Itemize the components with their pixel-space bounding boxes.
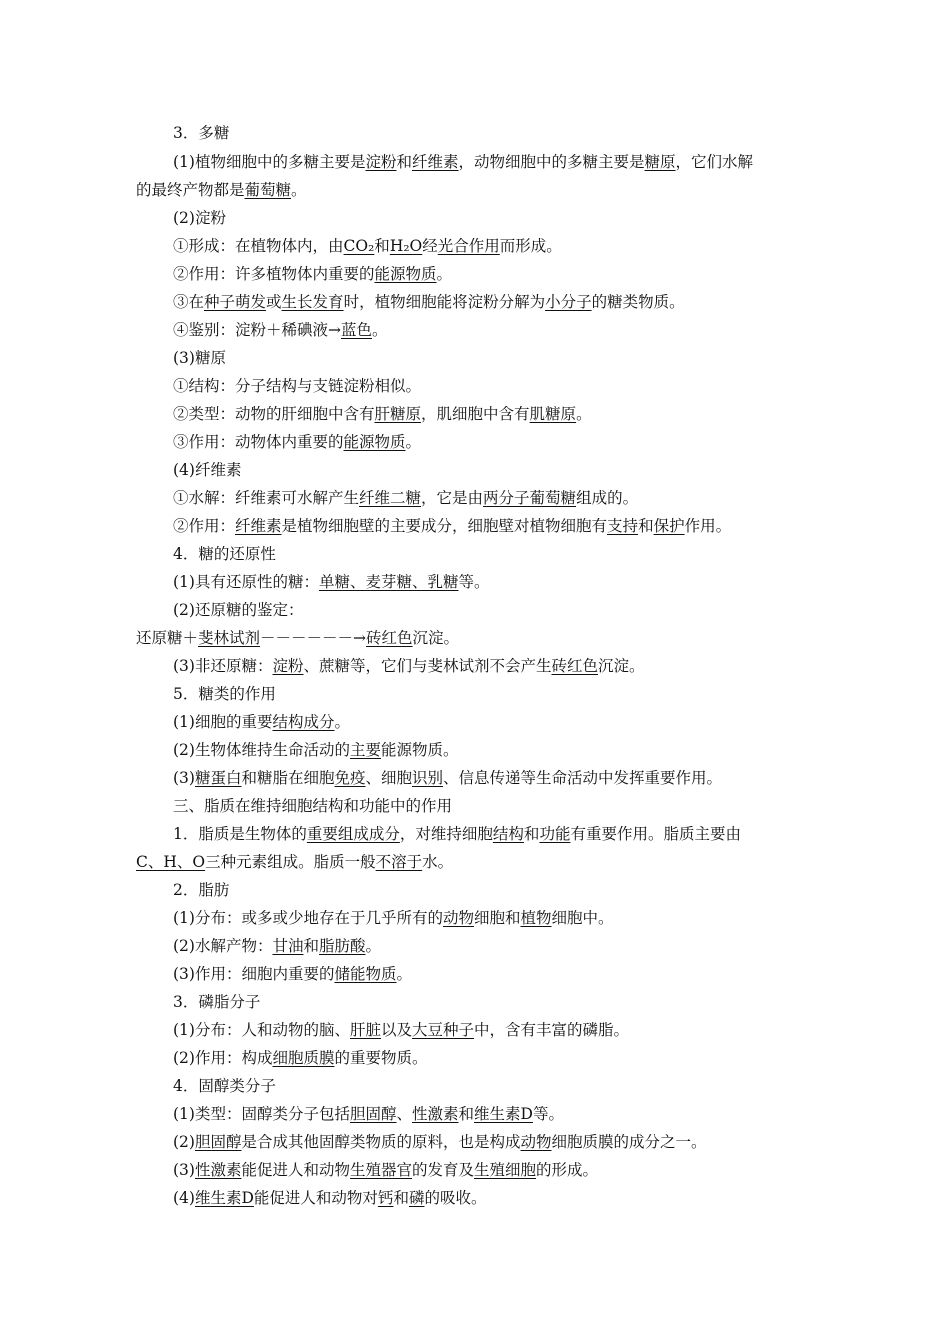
text-run: 时，植物细胞能将淀粉分解为	[343, 293, 546, 311]
text-run: 沉淀。	[412, 629, 460, 647]
underlined-term: 能源物质	[374, 265, 437, 283]
underlined-term: 识别	[412, 769, 444, 787]
text-run: 等。	[532, 1105, 564, 1123]
underlined-term: 生长发育	[281, 293, 344, 311]
underlined-term: 纤维素	[235, 517, 282, 535]
underlined-term: 磷	[408, 1189, 425, 1207]
text-run: 4．固醇类分子	[173, 1077, 276, 1095]
text-run: 组成的。	[576, 489, 639, 507]
text-run: 。	[365, 937, 382, 955]
text-line	[173, 236, 562, 256]
underlined-term: 种子萌发	[204, 293, 267, 311]
text-run: ，对维持细胞	[399, 825, 493, 843]
text-run: 。	[372, 321, 388, 339]
text-run: 5．糖类的作用	[173, 685, 276, 703]
text-line	[173, 348, 226, 368]
underlined-term: 肝糖原	[374, 405, 422, 423]
text-line	[173, 208, 226, 228]
text-run: ，动物细胞中的多糖主要是	[458, 153, 645, 171]
text-run: (1)细胞的重要	[173, 713, 273, 731]
underlined-term: 维生素D	[474, 1105, 533, 1123]
text-run: (3)非还原糖：	[173, 657, 273, 675]
text-run: 水。	[422, 853, 454, 871]
text-line	[173, 1048, 428, 1068]
text-run: 能源物质。	[380, 741, 459, 759]
underlined-term: CO₂	[343, 237, 375, 255]
text-line	[173, 123, 229, 143]
text-run: 经	[422, 237, 438, 255]
text-run: (2)还原糖的鉴定：	[173, 601, 304, 619]
underlined-term: 纤维素	[412, 153, 459, 171]
text-line	[173, 460, 241, 480]
text-run: 和	[393, 1189, 409, 1207]
underlined-term: 生殖器官	[350, 1161, 413, 1179]
text-run: 细胞和	[473, 909, 521, 927]
text-run: ，它是由	[421, 489, 484, 507]
underlined-term: 功能	[539, 825, 571, 843]
text-line	[136, 180, 307, 200]
underlined-term: 两分子葡萄糖	[483, 489, 577, 507]
text-run: ②作用：许多植物体内重要的	[173, 265, 375, 283]
text-run: 的最终产物都是	[136, 181, 245, 199]
text-run: (2)水解产物：	[173, 937, 273, 955]
text-run: (2)	[173, 1133, 195, 1151]
text-run: (1)类型：固醇类分子包括	[173, 1105, 350, 1123]
underlined-term: 砖红色	[366, 629, 413, 647]
text-run: 。	[576, 405, 592, 423]
text-run: 。	[405, 433, 422, 451]
text-run: 和糖脂在细胞	[241, 769, 335, 787]
underlined-term: 支持	[607, 517, 639, 535]
text-line	[173, 1104, 564, 1124]
text-line	[173, 656, 645, 676]
text-run: (3)糖原	[173, 349, 226, 367]
text-line	[173, 1076, 276, 1096]
text-line	[173, 824, 741, 844]
underlined-term: 性激素	[412, 1105, 459, 1123]
text-run: 三、脂质在维持细胞结构和功能中的作用	[173, 797, 453, 815]
text-run: 和	[374, 237, 390, 255]
text-run: ②作用：	[173, 517, 236, 535]
text-line	[173, 796, 452, 816]
text-run: (1)分布：或多或少地存在于几乎所有的	[173, 909, 443, 927]
text-line	[173, 516, 731, 536]
text-line	[173, 1160, 598, 1180]
text-line	[173, 1188, 486, 1208]
text-run: (1)分布：人和动物的脑、	[173, 1021, 350, 1039]
underlined-term: 储能物质	[334, 965, 397, 983]
text-run: 3．磷脂分子	[173, 993, 261, 1011]
underlined-term: 植物	[520, 909, 552, 927]
text-line	[173, 432, 421, 452]
underlined-term: 重要组成成分	[306, 825, 400, 843]
text-run: 1．脂质是生物体的	[173, 825, 307, 843]
underlined-term: 肝脏	[349, 1021, 381, 1039]
text-run: 能促进人和动物对	[253, 1189, 378, 1207]
text-run: 的吸收。	[424, 1189, 487, 1207]
text-line	[173, 152, 753, 172]
text-run: ③在	[173, 293, 205, 311]
text-run: 作用。	[684, 517, 732, 535]
text-run: ，它们水解	[675, 153, 754, 171]
underlined-term: 斐林试剂	[198, 629, 261, 647]
text-run: 以及	[380, 1021, 412, 1039]
text-line	[173, 964, 412, 984]
text-run: 而形成。	[499, 237, 562, 255]
text-run: (4)纤维素	[173, 461, 242, 479]
text-run: 的形成。	[536, 1161, 599, 1179]
text-run: ②类型：动物的肝细胞中含有	[173, 405, 375, 423]
text-run: 和	[638, 517, 654, 535]
text-run: 。	[396, 965, 412, 983]
text-line	[173, 768, 722, 788]
text-run: 是合成其他固醇类物质的原料，也是构成	[241, 1133, 521, 1151]
text-line	[173, 992, 260, 1012]
text-run: ④鉴别：淀粉＋稀碘液→	[173, 321, 341, 339]
text-run: 能促进人和动物	[241, 1161, 350, 1179]
underlined-term: 胆固醇	[194, 1133, 242, 1151]
text-run: 4．糖的还原性	[173, 545, 276, 563]
text-run: 和	[303, 937, 319, 955]
text-run: －－－－－－→	[260, 629, 367, 647]
text-run: 2．脂肪	[173, 881, 230, 899]
text-run: 或	[266, 293, 282, 311]
text-run: 的糖类物质。	[591, 293, 685, 311]
text-run: 细胞中。	[551, 909, 614, 927]
underlined-term: 性激素	[194, 1161, 242, 1179]
text-run: 和	[396, 153, 412, 171]
text-run: ①形成：在植物体内，由	[173, 237, 344, 255]
underlined-term: 保护	[653, 517, 685, 535]
underlined-term: H₂O	[389, 237, 423, 255]
underlined-term: 结构成分	[272, 713, 335, 731]
text-run: 。	[291, 181, 307, 199]
text-run: (4)	[173, 1189, 195, 1207]
underlined-term: 淀粉	[272, 657, 304, 675]
underlined-term: C、H、O	[136, 853, 206, 871]
underlined-term: 钙	[377, 1189, 394, 1207]
underlined-term: 动物	[520, 1133, 552, 1151]
text-run: 和	[458, 1105, 475, 1123]
text-line	[173, 712, 350, 732]
text-run: (2)淀粉	[173, 209, 226, 227]
text-run: 有重要作用。脂质主要由	[570, 825, 741, 843]
text-run: ，肌细胞中含有	[421, 405, 530, 423]
text-run: 和	[523, 825, 540, 843]
underlined-term: 纤维二糖	[359, 489, 422, 507]
text-run: 、蔗糖等，它们与斐林试剂不会产生	[303, 657, 552, 675]
text-run: (1)植物细胞中的多糖主要是	[173, 153, 366, 171]
underlined-term: 结构	[492, 825, 524, 843]
text-run: 沉淀。	[598, 657, 645, 675]
text-run: ③作用：动物体内重要的	[173, 433, 344, 451]
text-line	[173, 544, 276, 564]
text-run: 等。	[458, 573, 490, 591]
text-run: 三种元素组成。脂质一般	[205, 853, 376, 871]
text-line	[173, 376, 421, 396]
text-run: 。	[436, 265, 453, 283]
text-line	[173, 936, 381, 956]
text-run: 、细胞	[365, 769, 413, 787]
text-line	[173, 488, 638, 508]
text-run: 的重要物质。	[334, 1049, 428, 1067]
text-line	[173, 292, 685, 312]
underlined-term: 主要	[349, 741, 381, 759]
text-line	[173, 908, 614, 928]
underlined-term: 细胞质膜	[272, 1049, 335, 1067]
text-line	[173, 404, 592, 424]
text-run: 中，含有丰富的磷脂。	[474, 1021, 630, 1039]
text-run: 3．多糖	[173, 124, 230, 142]
underlined-term: 葡萄糖	[244, 181, 292, 199]
underlined-term: 肌糖原	[529, 405, 577, 423]
underlined-term: 胆固醇	[349, 1105, 397, 1123]
underlined-term: 脂肪酸	[319, 937, 366, 955]
text-run: (3)	[173, 1161, 195, 1179]
text-line	[173, 740, 459, 760]
text-run: 细胞质膜的成分之一。	[551, 1133, 707, 1151]
text-line	[136, 852, 453, 872]
text-line	[173, 600, 303, 620]
underlined-term: 砖红色	[551, 657, 599, 675]
underlined-term: 淀粉	[365, 153, 397, 171]
underlined-term: 维生素D	[194, 1189, 254, 1207]
underlined-term: 大豆种子	[412, 1021, 475, 1039]
underlined-term: 甘油	[272, 937, 304, 955]
text-run: ①结构：分子结构与支链淀粉相似。	[173, 377, 422, 395]
underlined-term: 小分子	[545, 293, 592, 311]
text-run: (1)具有还原性的糖：	[173, 573, 319, 591]
text-run: 的发育及	[412, 1161, 475, 1179]
text-line	[136, 628, 459, 648]
text-run: (2)作用：构成	[173, 1049, 273, 1067]
text-line	[173, 264, 452, 284]
text-run: (3)作用：细胞内重要的	[173, 965, 335, 983]
text-run: (3)	[173, 769, 195, 787]
underlined-term: 单糖、麦芽糖、乳糖	[318, 573, 459, 591]
text-line	[173, 1132, 707, 1152]
underlined-term: 生殖细胞	[474, 1161, 537, 1179]
text-run: 。	[334, 713, 350, 731]
text-run: 还原糖＋	[136, 629, 199, 647]
text-line	[173, 880, 229, 900]
text-run: 、	[396, 1105, 412, 1123]
underlined-term: 糖蛋白	[194, 769, 242, 787]
text-line	[173, 1020, 629, 1040]
underlined-term: 糖原	[644, 153, 676, 171]
text-line	[173, 684, 276, 704]
underlined-term: 能源物质	[343, 433, 406, 451]
text-run: (2)生物体维持生命活动的	[173, 741, 350, 759]
text-run: 是植物细胞壁的主要成分，细胞壁对植物细胞有	[281, 517, 608, 535]
text-line	[173, 320, 388, 340]
underlined-term: 不溶于	[375, 853, 423, 871]
text-line	[173, 572, 490, 592]
underlined-term: 动物	[442, 909, 474, 927]
underlined-term: 免疫	[334, 769, 366, 787]
underlined-term: 光合作用	[437, 237, 500, 255]
underlined-term: 蓝色	[341, 321, 373, 339]
text-run: 、信息传递等生命活动中发挥重要作用。	[443, 769, 723, 787]
text-run: ①水解：纤维素可水解产生	[173, 489, 360, 507]
